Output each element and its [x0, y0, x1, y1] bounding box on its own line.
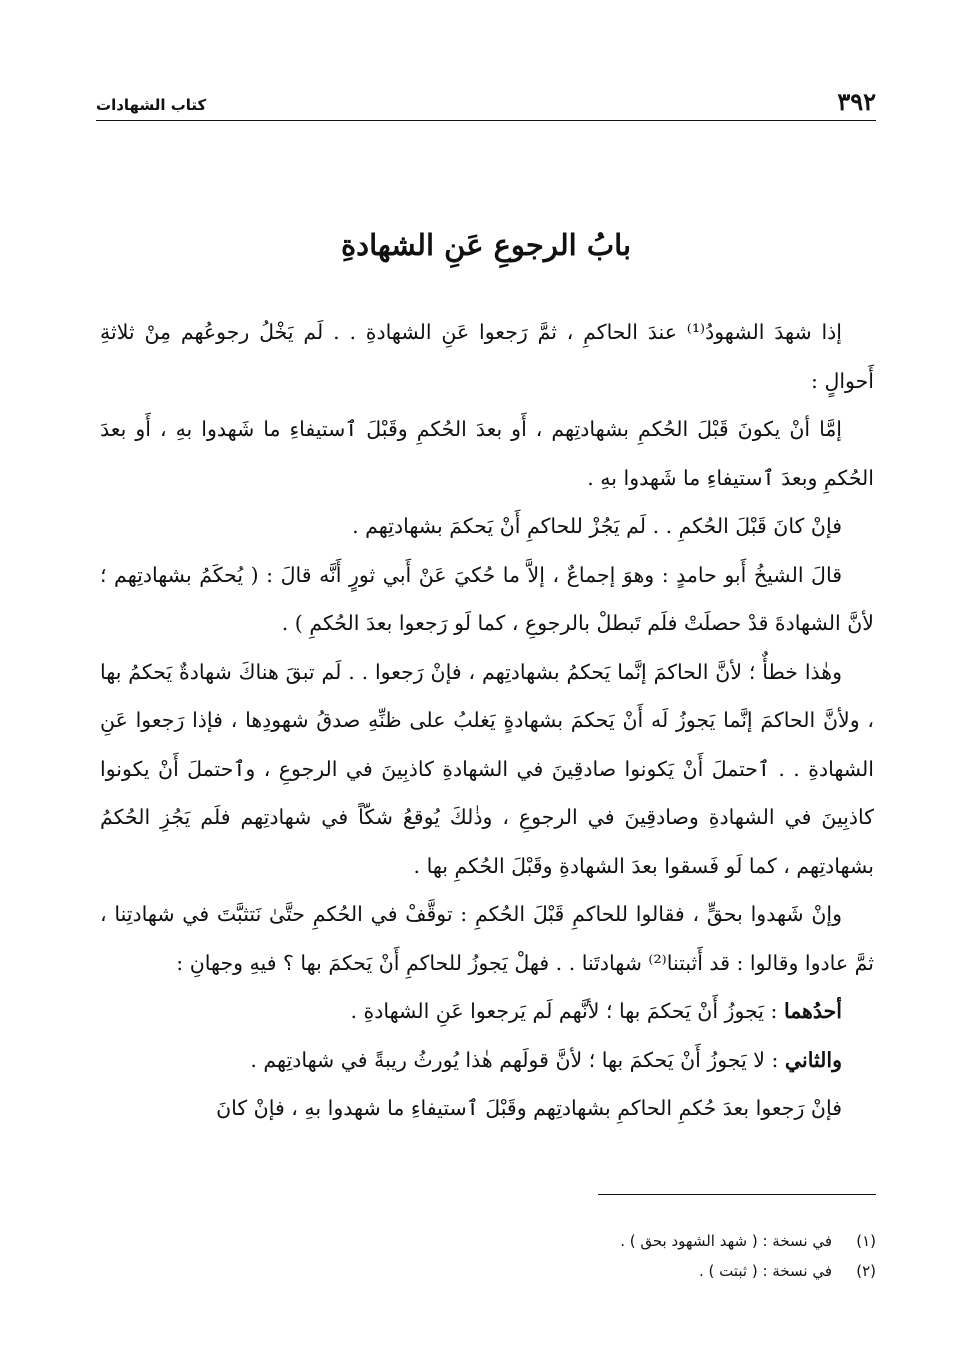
footnote-number: (٢) — [856, 1262, 876, 1280]
chapter-title: بابُ الرجوعِ عَنِ الشهادةِ — [340, 228, 632, 262]
running-title: كتاب الشهادات — [96, 96, 207, 114]
page-header — [96, 86, 876, 121]
body-text — [100, 308, 874, 1133]
opinion-first — [100, 987, 874, 1036]
footnote — [400, 1226, 876, 1256]
opinion-text: : لا يَجوزُ أَنْ يَحكمَ بها ؛ لأنَّ قولَهم هٰذا يُورثُ ريبةً في شهادتِهم . — [250, 1047, 785, 1072]
page-number: ٣٩٢ — [837, 87, 876, 116]
footnote-number: (١) — [856, 1232, 876, 1250]
paragraph: فإنْ رَجعوا بعدَ حُكمِ الحاكمِ بشهادتِهم وقَبْلَ ٱستيفاءِ ما شهدوا بهِ ، فإنْ كانَ — [216, 1096, 842, 1120]
opinion-text: : يَجوزُ أَنْ يَحكمَ بها ؛ لأنَّهم لَم يَرجعوا عَنِ الشهادةِ . — [350, 999, 784, 1023]
opinion-second — [100, 1036, 874, 1085]
paragraph: فإنْ كانَ قَبْلَ الحُكمِ . . لَم يَجُزْ للحاكمِ أَنْ يَحكمَ بشهادتِهم . — [352, 514, 842, 538]
opinion-label: أحدُهما — [783, 999, 842, 1023]
footnote-text: في نسخة : ( ثبتت ) . — [698, 1262, 832, 1280]
footnotes — [400, 1226, 876, 1286]
paragraph: إذا شهدَ الشهودُ⁽¹⁾ عندَ الحاكمِ ، ثمَّ رَجعوا عَنِ الشهادةِ . . لَم يَخْلُ رجوعُهم مِنْ ثلاثةِ أَحوالٍ : — [100, 320, 874, 393]
footnote-divider — [598, 1194, 876, 1195]
opinion-label: والثاني — [784, 1047, 842, 1072]
paragraph: إمَّا أنْ يكونَ قَبْلَ الحُكمِ بشهادتِهم ، أَو بعدَ الحُكمِ وقَبْلَ ٱستيفاءِ ما شَهدوا بهِ ، أَو بعدَ الحُكمِ وبعدَ ٱستيفاءِ ما شَهدوا بهِ . — [100, 417, 874, 490]
paragraph: وإنْ شَهدوا بحقٍّ ، فقالوا للحاكمِ قَبْلَ الحُكمِ : توقَّفْ في الحُكمِ حتَّىٰ نَتثبَّتَ في شهادتِنا ، ثمَّ عادوا وقالوا : قد أَثبتنا⁽²⁾ شهادتَنا . . فهلْ يَجوزُ للحاكمِ أَنْ يَحكمَ بها ؟ فيهِ وجهانِ : — [100, 902, 874, 975]
paragraph: وهٰذا خطأٌ ؛ لأنَّ الحاكمَ إنَّما يَحكمُ بشهادتِهم ، فإنْ رَجعوا . . لَم تبقَ هناكَ شهادةٌ يَحكمُ بها ، ولأنَّ الحاكمَ إنَّما يَجوزُ لَه أَنْ يَحكمَ بشهادةٍ يَغلبُ على ظنِّهِ صدقُ شهودِها ، فإذا رَجعوا عَنِ الشهادةِ . . ٱحتملَ أَنْ يَكونوا صادقِينَ في الشهادةِ كاذبِينَ في الرجوعِ ، وٱحتملَ أَنْ يكونوا كاذبِينَ في الشهادةِ وصادقِينَ في الرجوعِ ، وذٰلكَ يُوقعُ شكّاً في شهادتِهم فلَم يَجُزِ الحُكمُ بشهادتِهم ، كما لَو فَسقوا بعدَ الشهادةِ وقَبْلَ الحُكمِ بها . — [100, 659, 874, 878]
footnote-text: في نسخة : ( شهد الشهود بحق ) . — [620, 1232, 832, 1250]
footnote — [400, 1256, 876, 1286]
paragraph: قالَ الشيخُ أَبو حامدٍ : وهوَ إجماعٌ ، إلاَّ ما حُكيَ عَنْ أَبي ثورٍ أَنَّه قالَ : ( يُحكَمُ بشهادتِهم ؛ لأنَّ الشهادةَ قدْ حصلَتْ فلَم تَبطلْ بالرجوعِ ، كما لَو رَجعوا بعدَ الحُكمِ ) . — [100, 562, 874, 635]
